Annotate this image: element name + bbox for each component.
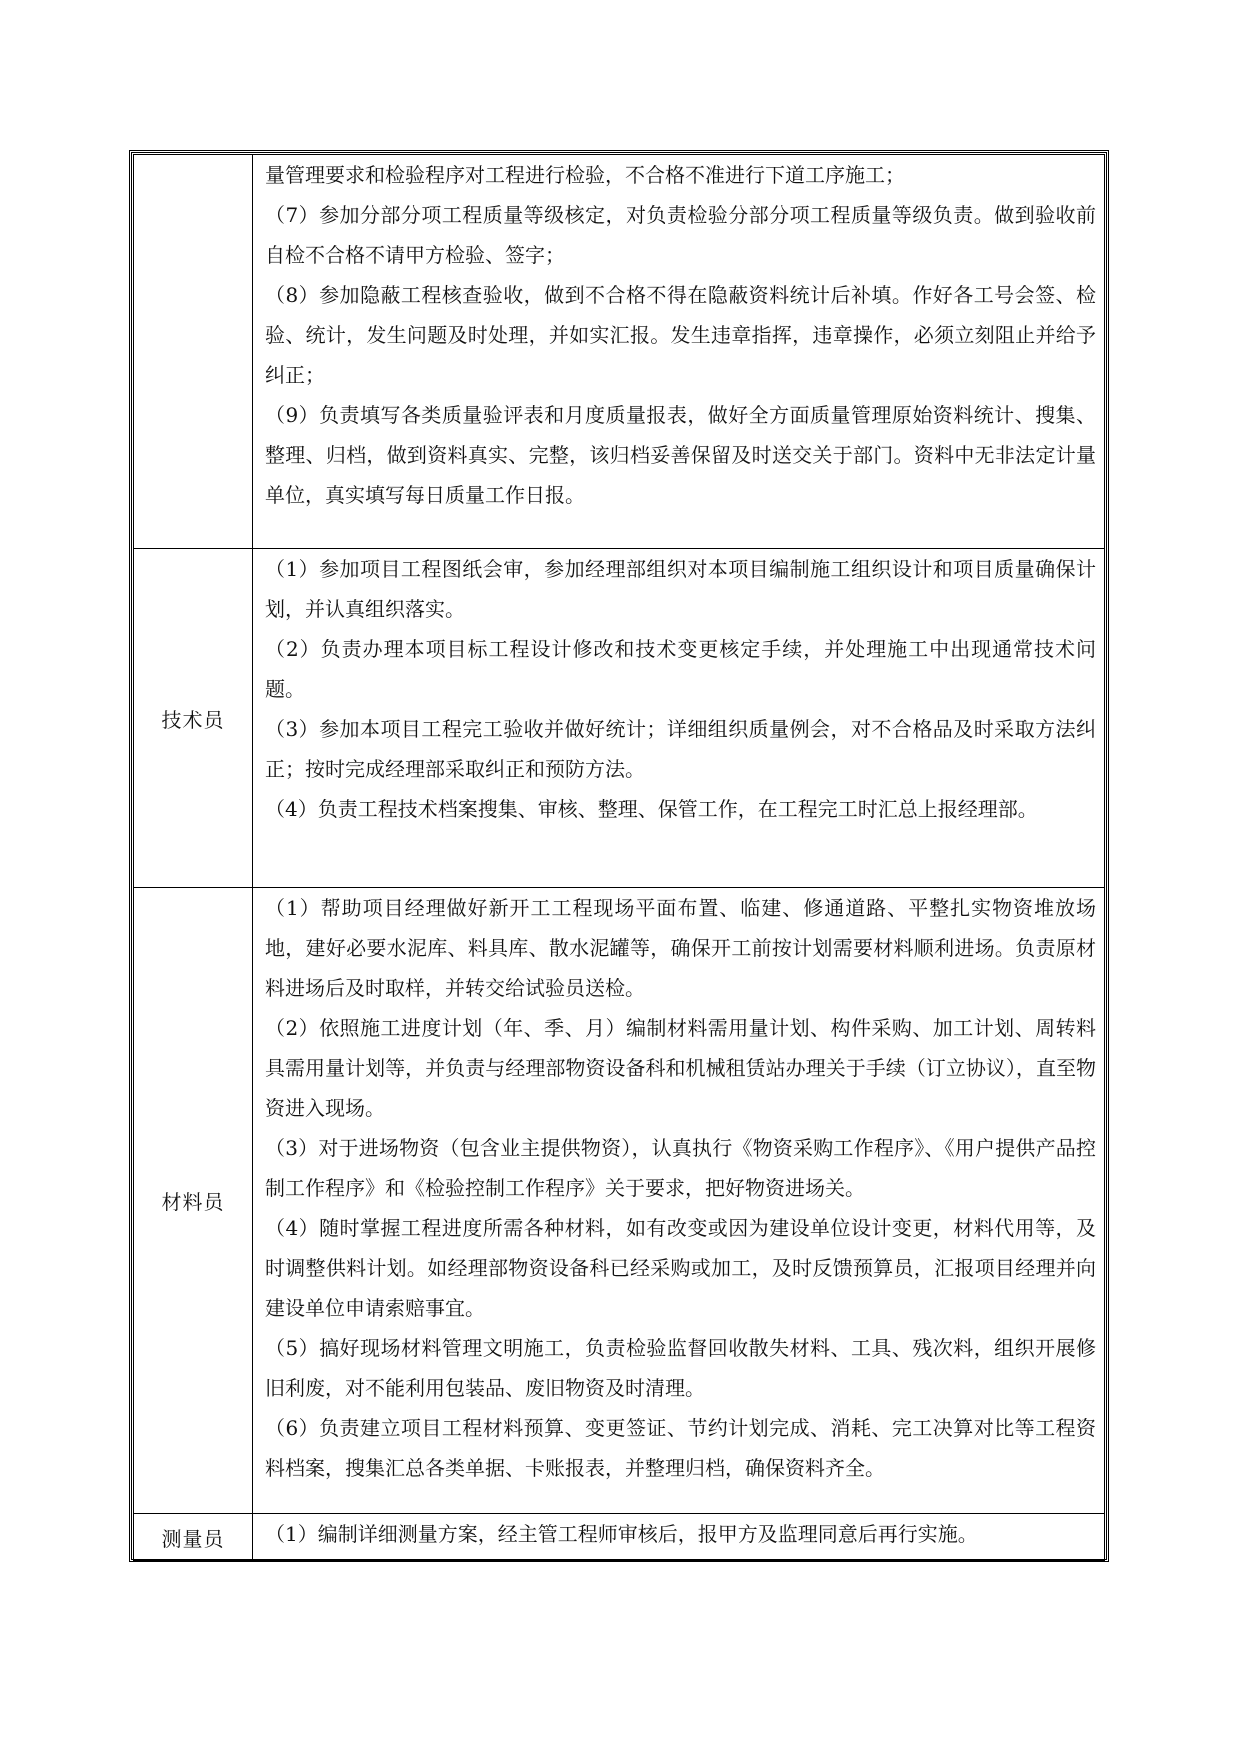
duty-paragraph: （2）负责办理本项目标工程设计修改和技术变更核定手续，并处理施工中出现通常技术问题。 xyxy=(265,637,1096,701)
duty-paragraph: （4）负责工程技术档案搜集、审核、整理、保管工作，在工程完工时汇总上报经理部。 xyxy=(265,797,1038,821)
role-cell-material-clerk: 材料员 xyxy=(134,888,253,1514)
duties-cell xyxy=(253,888,1105,1514)
duty-paragraph: （6）负责建立项目工程材料预算、变更签证、节约计划完成、消耗、完工决算对比等工程资料档案，搜集汇总各类单据、卡账报表，并整理归档，确保资料齐全。 xyxy=(265,1416,1096,1480)
duty-paragraph: （9）负责填写各类质量验评表和月度质量报表，做好全方面质量管理原始资料统计、搜集、整理、归档，做到资料真实、完整，该归档妥善保留及时送交关于部门。资料中无非法定计量单位，真实填写每日质量工作日报。 xyxy=(265,403,1096,507)
table-row-technician xyxy=(134,549,1105,888)
duties-cell xyxy=(253,155,1105,549)
duty-paragraph: （1）帮助项目经理做好新开工工程现场平面布置、临建、修通道路、平整扎实物资堆放场地，建好必要水泥库、料具库、散水泥罐等，确保开工前按计划需要材料顺利进场。负责原材料进场后及时取样，并转交给试验员送检。 xyxy=(265,896,1096,1000)
duty-paragraph: （5）搞好现场材料管理文明施工，负责检验监督回收散失材料、工具、残次料，组织开展修旧利废，对不能利用包装品、废旧物资及时清理。 xyxy=(265,1336,1096,1400)
duty-paragraph: （8）参加隐蔽工程核查验收，做到不合格不得在隐蔽资料统计后补填。作好各工号会签、检验、统计，发生问题及时处理，并如实汇报。发生违章指挥，违章操作，必须立刻阻止并给予纠正； xyxy=(265,283,1096,387)
duties-cell xyxy=(253,549,1105,888)
responsibility-table xyxy=(133,154,1105,1561)
duty-paragraph: （3）参加本项目工程完工验收并做好统计；详细组织质量例会，对不合格品及时采取方法纠正；按时完成经理部采取纠正和预防方法。 xyxy=(265,717,1096,781)
duties-cell xyxy=(253,1514,1105,1561)
role-cell xyxy=(134,155,253,549)
duty-paragraph: （1）编制详细测量方案，经主管工程师审核后，报甲方及监理同意后再行实施。 xyxy=(265,1522,978,1546)
table-row-material-clerk xyxy=(134,888,1105,1514)
duty-paragraph: （2）依照施工进度计划（年、季、月）编制材料需用量计划、构件采购、加工计划、周转料具需用量计划等，并负责与经理部物资设备科和机械租赁站办理关于手续（订立协议），直至物资进入现场。 xyxy=(265,1016,1096,1120)
duty-paragraph: 量管理要求和检验程序对工程进行检验，不合格不准进行下道工序施工； xyxy=(265,163,905,187)
responsibility-table-frame xyxy=(129,150,1109,1562)
duty-paragraph: （4）随时掌握工程进度所需各种材料，如有改变或因为建设单位设计变更，材料代用等，及时调整供料计划。如经理部物资设备科已经采购或加工，及时反馈预算员，汇报项目经理并向建设单位申请索赔事宜。 xyxy=(265,1216,1096,1320)
duty-paragraph: （3）对于进场物资（包含业主提供物资），认真执行《物资采购工作程序》、《用户提供产品控制工作程序》和《检验控制工作程序》关于要求，把好物资进场关。 xyxy=(265,1136,1096,1200)
table-row-quality-continued xyxy=(134,155,1105,549)
duty-paragraph: （1）参加项目工程图纸会审，参加经理部组织对本项目编制施工组织设计和项目质量确保计划，并认真组织落实。 xyxy=(265,557,1096,621)
duty-paragraph: （7）参加分部分项工程质量等级核定，对负责检验分部分项工程质量等级负责。做到验收前自检不合格不请甲方检验、签字； xyxy=(265,203,1096,267)
role-cell-technician: 技术员 xyxy=(134,549,253,888)
role-cell-surveyor: 测量员 xyxy=(134,1514,253,1561)
table-row-surveyor xyxy=(134,1514,1105,1561)
